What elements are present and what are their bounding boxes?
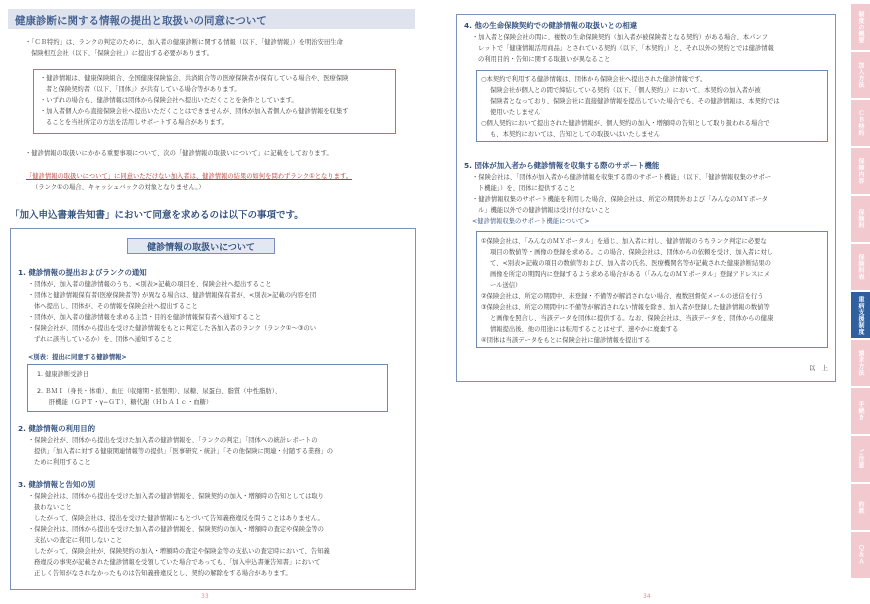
note-line: 情報提出後、他の用途には転用することはせず、速やかに廃棄する: [490, 326, 679, 333]
section-title: 「加入申込書兼告知書」において同意を求めるのは以下の事項です。: [10, 210, 304, 221]
intro-line: 保険相互会社（以下、「保険会社」）に提出する必要があります。: [31, 50, 214, 57]
side-tab[interactable]: 重病支援制度: [851, 292, 870, 338]
side-tab[interactable]: 手続き: [851, 388, 870, 434]
note-line: 使用いたしません: [490, 109, 541, 116]
side-tab[interactable]: 保障内容: [851, 148, 870, 194]
note-line: ④団体は当該データをもとに保険会社に健診情報を提出する: [481, 337, 651, 344]
section-heading: 2. 健診情報の利用目的: [18, 424, 96, 433]
note-text: ・健診情報の取扱いにかかる重要事項について、次の「健診情報の取扱いについて」に記載をしております。: [25, 150, 333, 157]
list-item: ・保険会社が、団体から提出を受けた健診情報をもとに判定した各加入者のランク（ランク①～③のい: [28, 325, 317, 332]
page-number: 33: [201, 593, 209, 600]
side-tab[interactable]: 制度の概要: [851, 4, 870, 50]
list-item: ・保険会社が、団体から提出を受けた加入者の健診情報を、「ランクの判定」「団体への統計レポートの: [28, 437, 318, 444]
intro-line: ・「ＣＢ特約」は、ランクの判定のために、加入者の健康診断に関する情報（以下、「健診情報」）を明治安田生命: [25, 39, 343, 46]
list-item: ために利用すること: [34, 459, 91, 466]
list-item: ・保険会社は、団体から提出を受けた加入者の健診情報を、保険契約の加入・増額時の告知としては取り: [28, 493, 324, 500]
list-item: したがって、保険会社は、提出を受けた健診情報にもとづいて告知義務違反を問うことはありません。: [34, 515, 324, 522]
page-title: 健康診断に関する情報の提出と取扱いの同意について: [15, 15, 267, 27]
side-tab[interactable]: ＣＢ特約: [851, 100, 870, 146]
section-heading: 5. 団体が加入者から健診情報を収集する際のサポート機能: [464, 161, 660, 170]
note-line: 画像を所定の期間内に登録するよう求める場合がある（「みんなのＭＹポータル」登録アドレスにメ: [490, 271, 771, 278]
note-line: ○個人契約において提出された健診情報が、個人契約の加入・増額時の告知として取り扱われる場合で: [481, 120, 770, 127]
section-heading: 1. 健診情報の提出およびランクの通知: [18, 268, 147, 277]
note-line: ール送信）: [490, 282, 522, 289]
note-line: ③保険会社は、所定の期間中に不備等が解消されない情報を除き、加入者が登録した健診情報の数値等: [481, 304, 770, 311]
list-item: 支払いの査定に利用しないこと: [34, 537, 123, 544]
note-line: ・健診情報は、健康保険組合、全国健康保険協会、共済組合等の医療保険者が保有している場合や、医療保険: [40, 75, 349, 82]
end-mark: 以 上: [809, 365, 828, 372]
list-item: ・保険会社は、団体から提出を受けた加入者の健診情報を、保険契約の加入・増額時の査定や保険金等の: [28, 526, 324, 533]
list-item: レットで「健康情報活用商品」とされている契約（以下、「本契約」）と、それ以外の契約とでは健診情報: [478, 45, 774, 52]
note-line: ○本契約で利用する健診情報は、団体から保険会社へ提出された健診情報です。: [481, 76, 707, 83]
warning-text: 「健診情報の取扱いについて」に同意いただけない加入者は、健診情報の結果の如何を問わずランク①となります。: [26, 173, 353, 180]
note-line: ①保険会社は、「みんなのＭＹポータル」を通じ、加入者に対し、健診情報のうちランク判定に必要な: [481, 238, 767, 245]
consent-box-title: [127, 238, 275, 254]
list-item: ル」機能以外での健診情報は受け付けないこと: [478, 207, 611, 214]
list-item: の利用目的・告知に関する取扱いが異なること: [478, 56, 611, 63]
list-item: ト機能」）を、団体に提供すること: [478, 185, 576, 192]
left-page: [0, 0, 430, 604]
side-tab[interactable]: 約款: [851, 484, 870, 530]
table-label: <別表：提出に同意する健診情報>: [28, 354, 127, 361]
page-header: [8, 9, 415, 29]
note-line: て、<別表>記載の項目の数値等および、加入者の氏名、医療機関名等が記載された健康診断結果の: [490, 260, 771, 267]
list-item: 提供」「加入者に対する健康関連情報等の提供」「医事研究・統計」「その他保険に関連・付随する業務」の: [34, 448, 334, 455]
list-item: したがって、保険会社が、保険契約の加入・増額時の査定や保険金等の支払いの査定時において、告知義: [34, 548, 330, 555]
note-line: ②保険会社は、所定の期間中、未登録・不備等が解消されない場合、複数回督促メールの送信を行う: [481, 293, 764, 300]
note-line: ・加入者個人から直接保険会社へ提出いただくことはできませんが、団体が加入者個人から健診情報を収集す: [40, 108, 349, 115]
list-item: ・保険会社は、「団体が加入者から健診情報を収集する際のサポート機能」（以下、「健診情報収集のサポー: [472, 174, 772, 181]
table-row: 2. ＢＭＩ（身長・体重）、血圧（収縮期・拡張期）、尿糖、尿蛋白、脂質（中性脂肪）、: [37, 388, 282, 395]
list-item: ・団体と健診情報保有者(医療保険者等) が異なる場合は、健診情報保有者が、<別表>記載の内容を団: [28, 292, 317, 299]
side-tab[interactable]: 請求方法: [851, 340, 870, 386]
right-page: [440, 0, 845, 604]
side-tab[interactable]: ご注意: [851, 436, 870, 482]
note-line: 保険会社が個人との間で締結している契約（以下、「個人契約」）において、本契約の加入者が被: [490, 87, 761, 94]
table-label: <健診情報収集のサポート機能について>: [472, 218, 590, 225]
list-item: 務違反の事実が記載された健診情報を受領していた場合であっても、「加入申込書兼告知書」において: [34, 559, 321, 566]
section-heading: 4. 他の生命保険契約での健診情報の取扱いとの相違: [464, 21, 638, 30]
note-line: 者と保険契約者（以下、「団体」）が共有している場合等があります。: [46, 86, 241, 93]
list-item: 扱わないこと: [34, 504, 72, 511]
consent-box-title-text: 健診情報の取扱いについて: [147, 243, 255, 253]
table-row: 肝機能（ＧＰＴ・γ−ＧＴ）、糖代謝（ＨｂＡ１ｃ・血糖）: [49, 399, 213, 406]
note-line: 保険者となっており、保険会社に直接健診情報を提出していた場合でも、その健診情報は、本契約では: [490, 98, 780, 105]
list-item: 体へ提出し、団体が、その情報を保険会社へ提出すること: [34, 303, 198, 310]
warning-subtext: （ランク①の場合、キャッシュバックの対象となりません。）: [32, 184, 205, 191]
side-tab[interactable]: 保険料表: [851, 244, 870, 290]
note-line: ・いずれの場合も、健診情報は団体から保険会社へ提出いただくことを条件としています。: [40, 97, 298, 104]
list-item: 正しく告知がなされなかったものは告知義務違反とし、契約の解除をする場合があります。: [34, 570, 292, 577]
section-heading: 3. 健診情報と告知の別: [18, 480, 96, 489]
note-line: と画像を照合し、当該データを団体に提供する。なお、保険会社は、当該データを、団体からの健康: [490, 315, 774, 322]
side-tab[interactable]: 加入方法: [851, 52, 870, 98]
list-item: ずれに該当しているか）を、団体へ通知すること: [34, 336, 173, 343]
list-item: ・団体が、加入者の健診情報のうち、<別表>記載の項目を、保険会社へ提出すること: [28, 281, 272, 288]
note-line: も、本契約においては、告知としての取扱いはいたしません: [490, 131, 661, 138]
side-tab[interactable]: Ｑ＆Ａ: [851, 532, 870, 578]
note-line: 項目の数値等・画像の登録を求める。この場合、保険会社は、団体からの依頼を受け、加入者に対し: [490, 249, 774, 256]
list-item: ・団体が、加入者の健診情報を求める主旨・目的を健診情報保有者へ通知すること: [28, 314, 261, 321]
note-line: ることを当社所定の方法を活用しサポートする場合があります。: [46, 119, 228, 126]
list-item: ・加入者と保険会社の間に、複数の生命保険契約（加入者が被保険者となる契約）がある場合、本パンフ: [472, 34, 768, 41]
page-number: 34: [643, 593, 651, 600]
list-item: ・健診情報収集のサポート機能を利用した場合、保険会社は、所定の期間外および「みんなのＭＹポータ: [472, 196, 768, 203]
side-tab[interactable]: 保険料: [851, 196, 870, 242]
table-row: 1. 健康診断受診日: [37, 371, 90, 378]
